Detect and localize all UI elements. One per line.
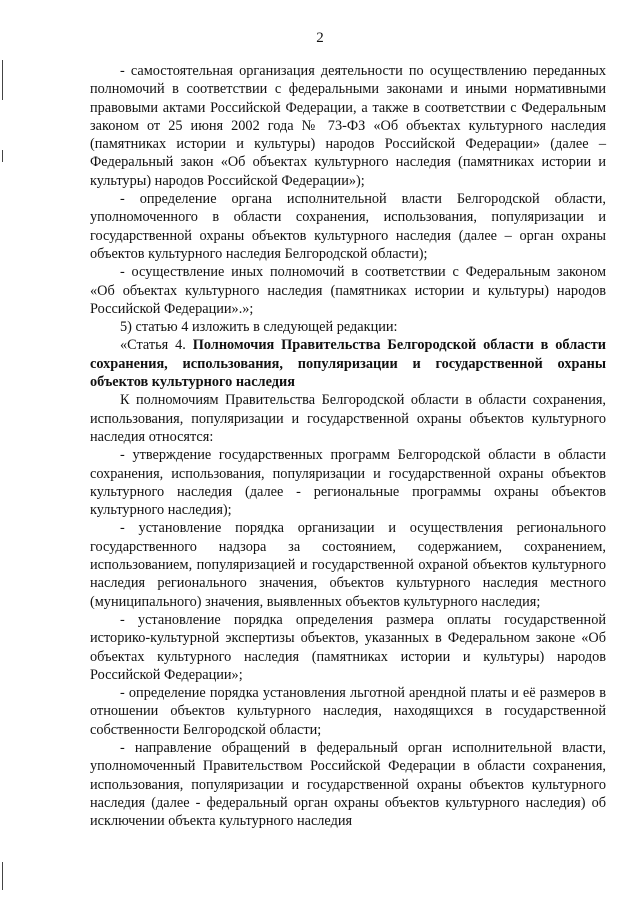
page-number: 2 <box>316 30 324 46</box>
paragraph-regional-supervision: - установление порядка организации и осуществления регионального государственного надзора за состоянием, содержанием, сохранением, использованием, популяризацией и государственной охраной объектов культурного наследия регионального значения, объектов культурного наследия местного (муниципального) значения, выявленных объектов культурного наследия; <box>90 520 606 610</box>
paragraph-regional-programs: - утверждение государственных программ Белгородской области в области сохранения, использования, популяризации и государственной охраны объектов культурного наследия (далее - региональные программы охраны объектов культурного наследия); <box>90 447 606 519</box>
scan-edge-mark-bottom <box>2 862 3 890</box>
paragraph-authority-definition: - определение органа исполнительной власти Белгородской области, уполномоченного в области сохранения, использования, популяризации и государственной охраны объектов культурного наследия (далее – орган охраны объектов культурного наследия Белгородской области); <box>90 191 606 262</box>
article-4-label: «Статья 4. <box>120 337 193 354</box>
article-4-heading <box>90 336 606 391</box>
paragraph-expertise-payment: - установление порядка определения размера оплаты государственной историко-культурной экспертизы объектов, указанных в Федеральном законе «Об объектах культурного наследия (памятниках истории и культуры) народов Российской Федерации»; <box>90 611 606 683</box>
paragraph-federal-appeals: - направление обращений в федеральный орган исполнительной власти, уполномоченный Правительством Российской Федерации в области сохранения, использования, популяризации и государственной охраны объектов культурного наследия (далее - федеральный орган охраны объектов культурного наследия) об исключении объекта культурного наследия <box>90 739 606 830</box>
paragraph-self-organization: - самостоятельная организация деятельности по осуществлению переданных полномочий в соответствии с федеральными законами и иными нормативными правовыми актами Российской Федерации, а также в соответствии с Федеральным законом от 25 июня 2002 года № 73-ФЗ «Об объектах культурного наследия (памятниках истории и культуры) народов Российской Федерации» (далее – Федеральный закон «Об объектах культурного наследия (памятниках истории и культуры) народов Российской Федерации»); <box>90 63 606 189</box>
document-body <box>90 62 606 830</box>
paragraph-article-4-amendment: 5) статью 4 изложить в следующей редакции: <box>120 319 398 336</box>
paragraph-government-powers-intro: К полномочиям Правительства Белгородской области в области сохранения, использования, популяризации и государственной охраны объектов культурного наследия относятся: <box>90 392 606 445</box>
scan-edge-mark-middle <box>2 150 3 162</box>
article-4-title: Полномочия Правительства Белгородской области в области сохранения, использования, популяризации и государственной охраны объектов культурного наследия <box>90 337 606 391</box>
paragraph-preferential-rent: - определение порядка установления льготной арендной платы и её размеров в отношении объектов культурного наследия, находящихся в государственной собственности Белгородской области; <box>90 685 606 738</box>
scan-edge-mark-top <box>2 60 3 100</box>
paragraph-other-powers: - осуществление иных полномочий в соответствии с Федеральным законом «Об объектах культурного наследия (памятниках истории и культуры) народов Российской Федерации».»; <box>90 264 606 317</box>
